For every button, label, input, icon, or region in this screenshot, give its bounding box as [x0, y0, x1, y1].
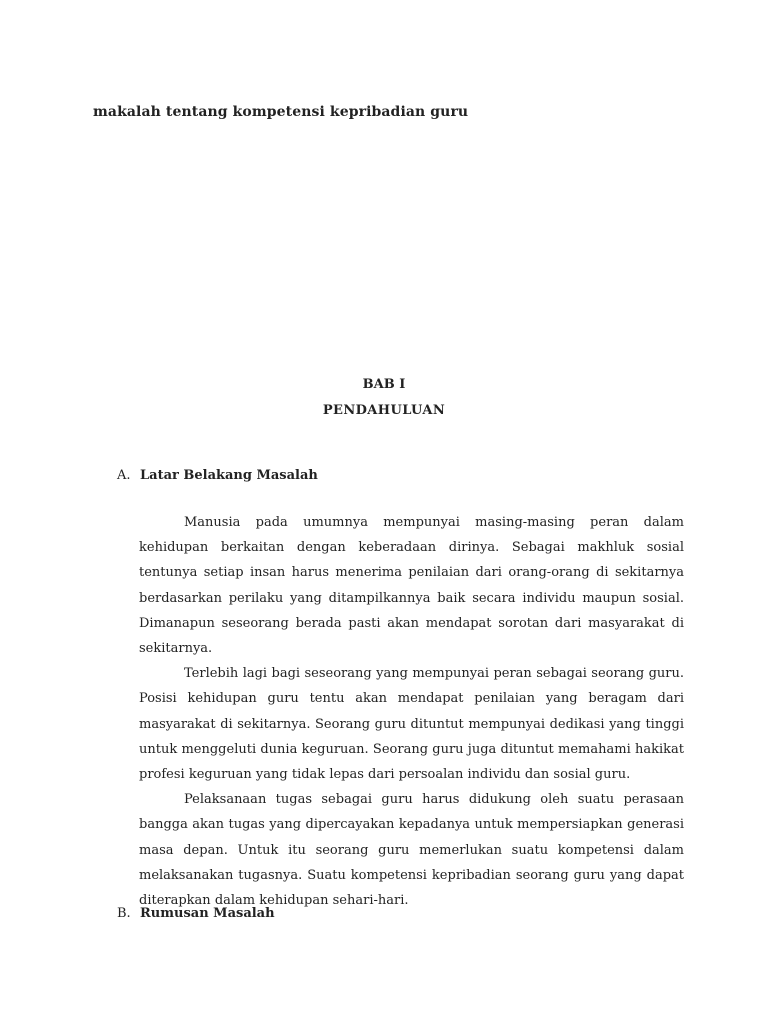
- section-a-body: [139, 510, 684, 913]
- section-marker-a: A.: [117, 468, 131, 483]
- paragraph-2: Terlebih lagi bagi seseorang yang mempunyai peran sebagai seorang guru. Posisi kehidupan guru tentu akan mendapat penilaian yang beragam dari masyarakat di sekitarnya. Seorang guru dituntut mempunyai dedikasi yang tinggi untuk menggeluti dunia keguruan. Seorang guru juga dituntut memahami hakikat profesi keguruan yang tidak lepas dari persoalan individu dan sosial guru.: [139, 666, 684, 783]
- chapter-number: BAB I: [362, 377, 406, 392]
- chapter-title: PENDAHULUAN: [322, 403, 446, 418]
- section-marker-b: B.: [117, 906, 131, 921]
- paragraph-3: Pelaksanaan tugas sebagai guru harus didukung oleh suatu perasaan bangga akan tugas yang dipercayakan kepadanya untuk mempersiapkan generasi masa depan. Untuk itu seorang guru memerlukan suatu kompetensi dalam melaksanakan tugasnya. Suatu kompetensi kepribadian seorang guru yang dapat diterapkan dalam kehidupan sehari-hari.: [139, 792, 684, 909]
- section-title-a: Latar Belakang Masalah: [140, 468, 318, 483]
- document-title: makalah tentang kompetensi kepribadian guru: [93, 104, 469, 120]
- section-heading-b: [117, 906, 275, 921]
- paragraph-1: Manusia pada umumnya mempunyai masing-masing peran dalam kehidupan berkaitan dengan keberadaan dirinya. Sebagai makhluk sosial tentunya setiap insan harus menerima penilaian dari orang-orang di sekitarnya berdasarkan perilaku yang ditampilkannya baik secara individu maupun sosial. Dimanapun seseorang berada pasti akan mendapat sorotan dari masyarakat di sekitarnya.: [139, 515, 684, 657]
- section-heading-a: [117, 468, 318, 483]
- section-title-b: Rumusan Masalah: [140, 906, 275, 921]
